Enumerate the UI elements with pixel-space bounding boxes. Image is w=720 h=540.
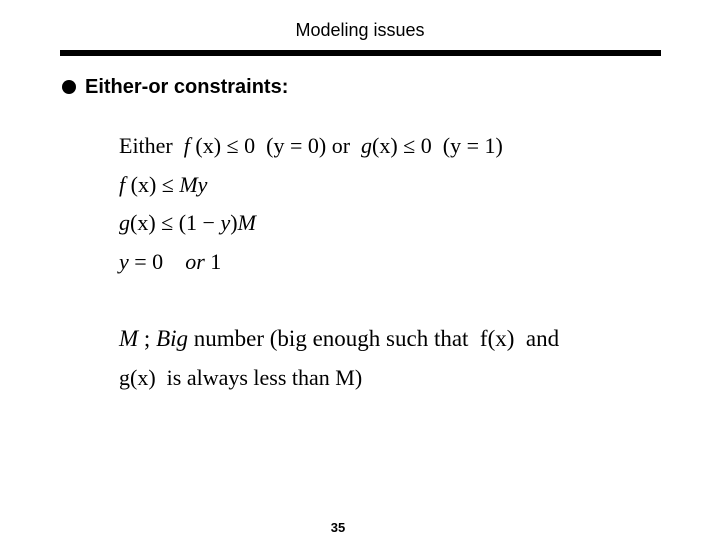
y-symbol: y <box>220 210 231 235</box>
constraint-either-or <box>119 133 503 159</box>
m-symbol: M <box>119 326 139 351</box>
big-m-description: number (big enough such that f(x) and <box>188 326 560 351</box>
or-word: or <box>331 133 351 158</box>
big-word: Big <box>156 326 189 351</box>
close-paren: ) <box>230 210 238 235</box>
g-symbol: g <box>119 210 130 235</box>
binary-y <box>119 249 221 275</box>
y-symbol: y <box>119 249 129 274</box>
f-symbol: f <box>183 133 190 158</box>
f-inequality: (x) ≤ <box>125 172 180 197</box>
y-equals-zero: = 0 <box>128 249 164 274</box>
g-inequality: (x) ≤ (1 − <box>130 210 221 235</box>
constraint-g-m <box>119 210 256 236</box>
y-zero-condition: (y = 0) <box>266 133 327 158</box>
bullet-dot-icon <box>62 80 76 94</box>
f-condition: (x) ≤ 0 <box>189 133 256 158</box>
one-value: 1 <box>204 249 222 274</box>
big-m-definition <box>119 326 559 352</box>
y-one-condition: (y = 1) <box>442 133 503 158</box>
constraint-f-my <box>119 172 207 198</box>
f-symbol: f <box>119 172 126 197</box>
slide-title: Modeling issues <box>295 20 425 40</box>
my-term: My <box>179 172 208 197</box>
big-m-definition-cont: g(x) is always less than M) <box>119 365 363 390</box>
or-word: or <box>185 249 205 274</box>
title-divider <box>60 50 661 56</box>
semicolon: ; <box>138 326 151 351</box>
either-word: Either <box>119 133 173 158</box>
page-number: 35 <box>330 520 346 535</box>
g-symbol: g <box>361 133 373 158</box>
bullet-text: Either-or constraints: <box>85 75 289 98</box>
g-condition: (x) ≤ 0 <box>372 133 432 158</box>
m-symbol: M <box>237 210 256 235</box>
bullet-item <box>62 74 288 100</box>
